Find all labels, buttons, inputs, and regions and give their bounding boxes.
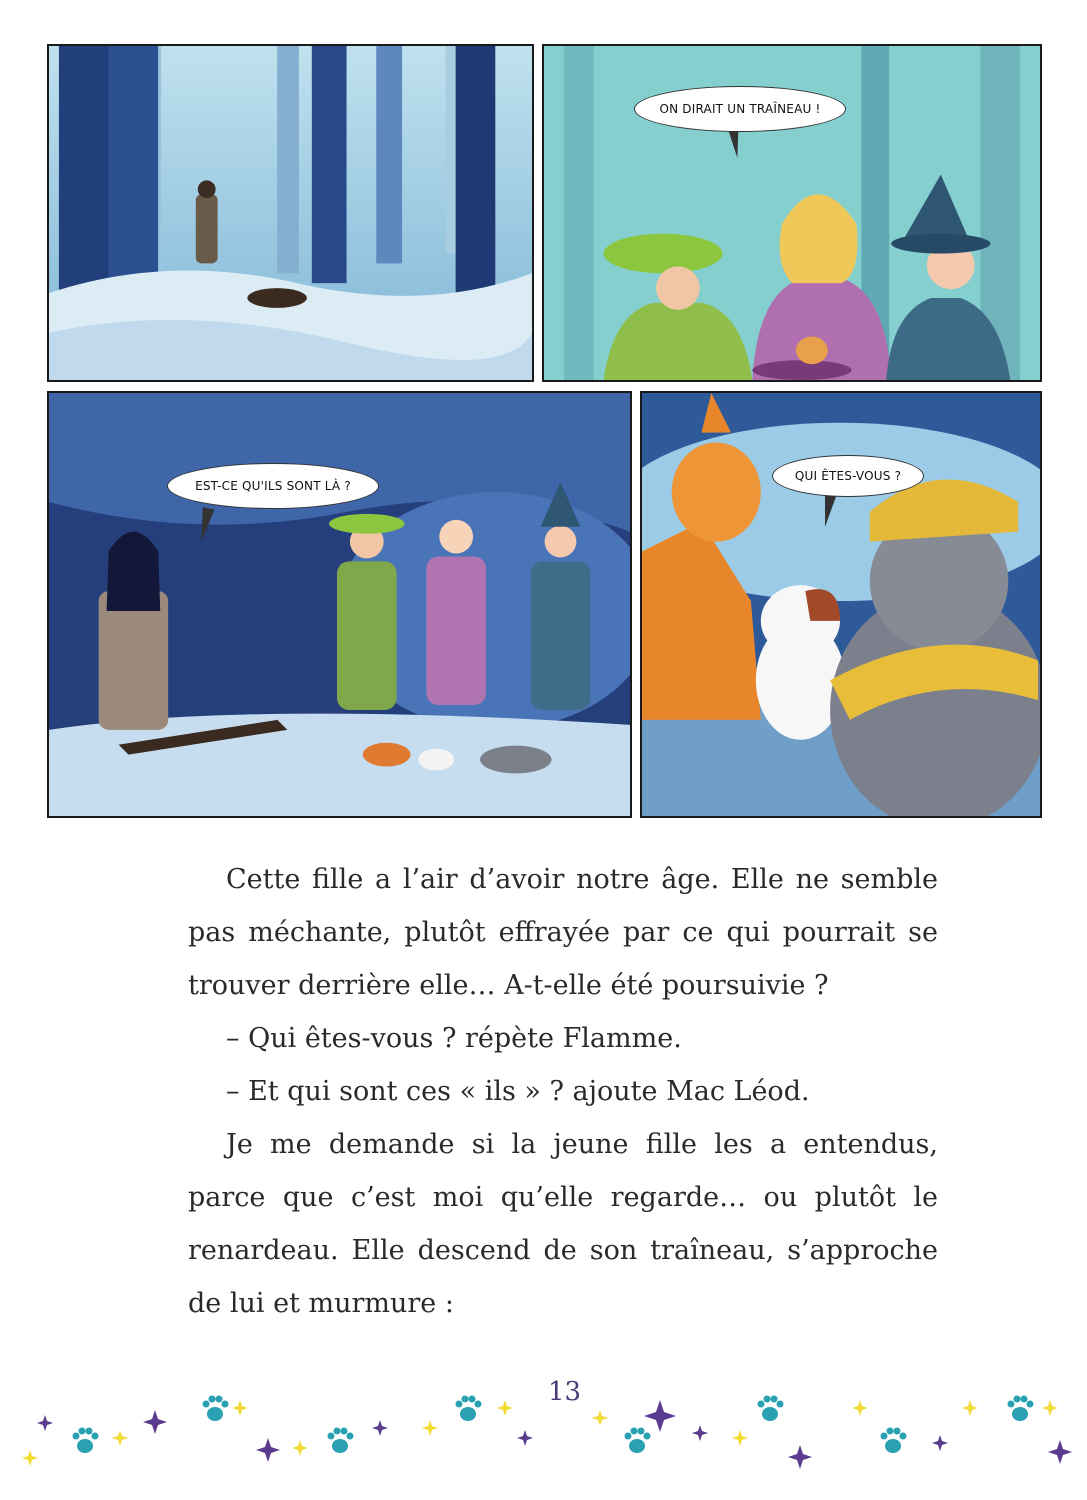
story-text — [188, 853, 938, 1330]
star-icon — [37, 1400, 1072, 1469]
speech-bubble-text: ON DIRAIT UN TRAÎNEAU ! — [659, 102, 821, 116]
speech-bubble — [167, 463, 379, 509]
comic-panel-2 — [542, 44, 1042, 382]
speech-bubble — [772, 455, 924, 497]
forest-sled-illustration — [49, 46, 532, 380]
paragraph: Cette fille a l’air d’avoir notre âge. Elle ne semble pas méchante, plutôt effrayée par ce qui pourrait se trouver derrière elle… A-t-elle été poursuivie ? — [188, 864, 938, 1001]
dialogue-line: – Et qui sont ces « ils » ? ajoute Mac Léod. — [226, 1076, 810, 1107]
comic-panel-4 — [640, 391, 1042, 818]
comic-panel-3 — [47, 391, 632, 818]
comic-panel-1 — [47, 44, 534, 382]
stars-and-paws-decoration — [0, 1380, 1087, 1490]
sled-and-group-illustration — [49, 393, 630, 816]
decorative-footer — [0, 1377, 1087, 1490]
speech-bubble-text: EST-CE QU'ILS SONT LÀ ? — [195, 479, 351, 493]
speech-bubble — [634, 86, 846, 132]
dialogue-line: – Qui êtes-vous ? répète Flamme. — [226, 1023, 682, 1054]
paragraph: Je me demande si la jeune fille les a entendus, parce que c’est moi qu’elle regarde… ou plutôt le renardeau. Elle descend de son traîneau, s’approche de lui et murmure : — [188, 1129, 938, 1319]
speech-bubble-text: QUI ÊTES-VOUS ? — [794, 469, 902, 483]
page-number: 13 — [548, 1377, 582, 1407]
